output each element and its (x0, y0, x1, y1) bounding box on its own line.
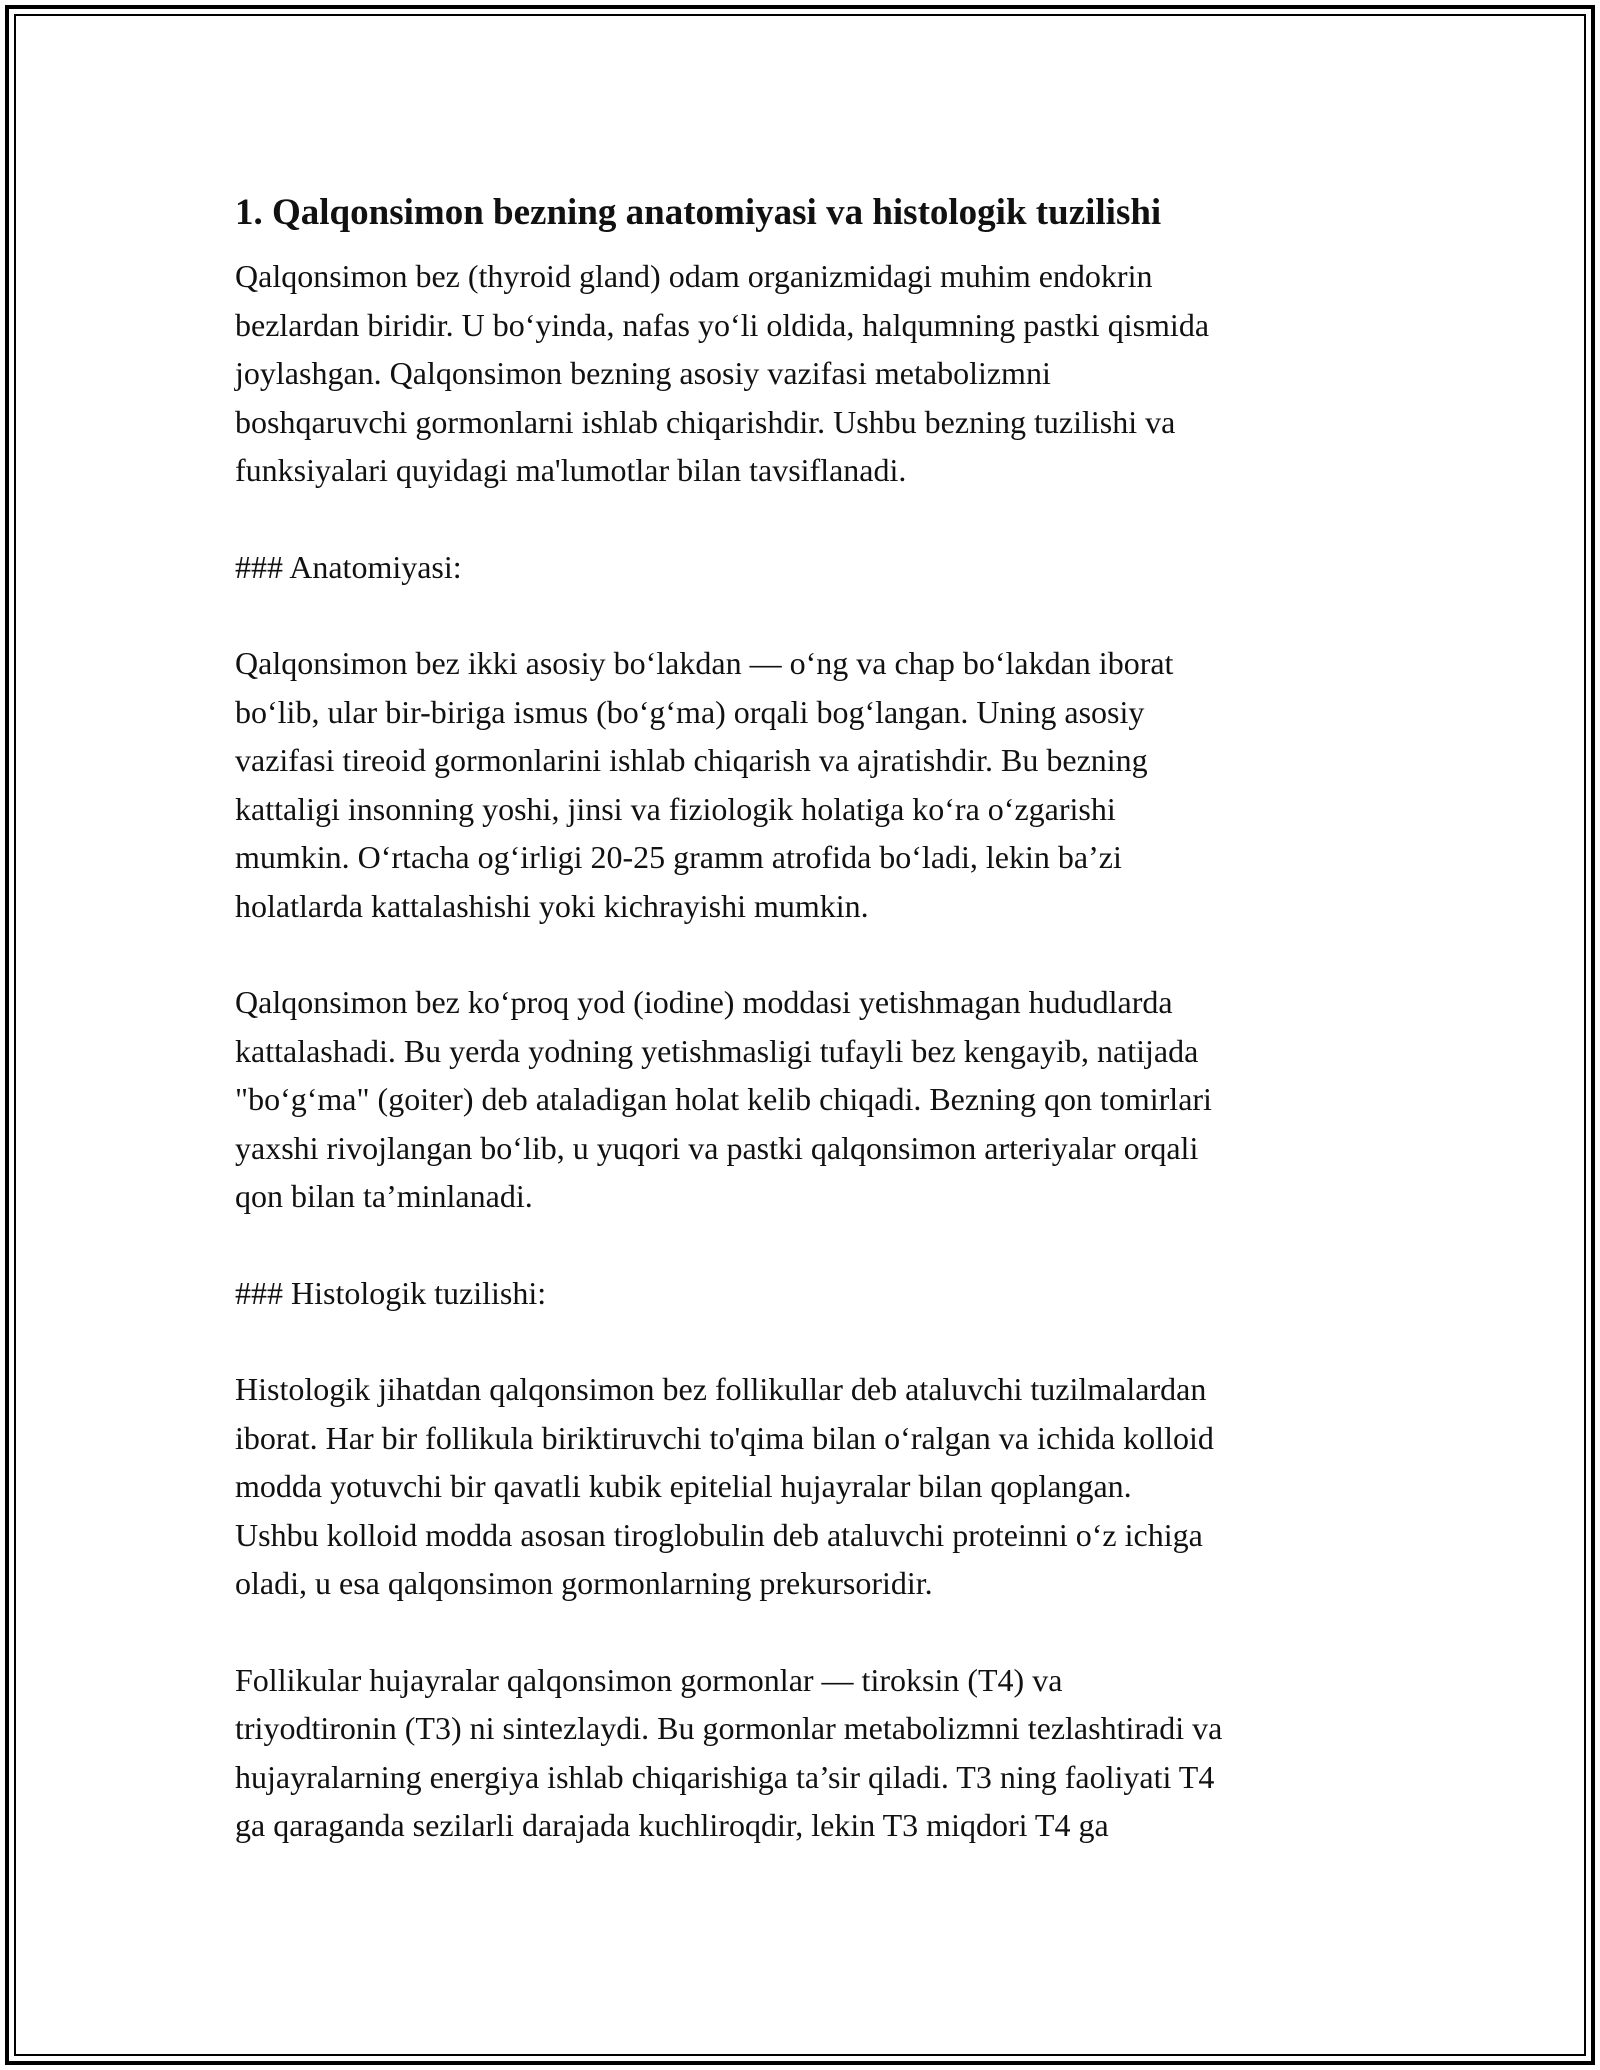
subheading-anatomy: ### Anatomiyasi: (235, 548, 462, 585)
paragraph-intro: Qalqonsimon bez (thyroid gland) odam organizmidagi muhim endokrin bezlardan biridir. U bo‘yinda, nafas yo‘li oldida, halqumning pastki qismida joylashgan. Qalqonsimon bezning asosiy vazifasi metabolizmni boshqaruvchi gormonlarni ishlab chiqarishdir. Ushbu bezning tuzilishi va funksiyalari quyidagi ma'lumotlar bilan tavsiflanadi. (235, 258, 1210, 488)
paragraph-anatomy-goiter: Qalqonsimon bez ko‘proq yod (iodine) moddasi yetishmagan hududlarda kattalashadi. Bu yerda yodning yetishmasligi tufayli bez kengayib, natijada "bo‘g‘ma" (goiter) deb ataladigan holat kelib chiqadi. Bezning qon tomirlari yaxshi rivojlangan bo‘lib, u yuqori va pastki qalqonsimon arteriyalar orqali qon bilan ta’minlanadi. (235, 984, 1212, 1214)
document-body (235, 188, 1375, 1850)
paragraph-histology-follicles: Histologik jihatdan qalqonsimon bez follikullar deb ataluvchi tuzilmalardan iborat. Har bir follikula biriktiruvchi to'qima bilan o‘ralgan va ichida kolloid modda yotuvchi bir qavatli kubik epitelial hujayralar bilan qoplangan. Ushbu kolloid modda asosan tiroglobulin deb ataluvchi proteinni o‘z ichiga oladi, u esa qalqonsimon gormonlarning prekursoridir. (235, 1371, 1214, 1601)
section-heading: 1. Qalqonsimon bezning anatomiyasi va histologik tuzilishi (235, 192, 1162, 233)
subheading-histology: ### Histologik tuzilishi: (235, 1274, 547, 1311)
paragraph-histology-hormones: Follikular hujayralar qalqonsimon gormonlar — tiroksin (T4) va triyodtironin (T3) ni sintezlaydi. Bu gormonlar metabolizmni tezlashtiradi va hujayralarning energiya ishlab chiqarishiga ta’sir qiladi. T3 ning faoliyati T4 ga qaraganda sezilarli darajada kuchliroqdir, lekin T3 miqdori T4 ga (235, 1661, 1223, 1843)
paragraph-anatomy-lobes: Qalqonsimon bez ikki asosiy bo‘lakdan — o‘ng va chap bo‘lakdan iborat bo‘lib, ular bir-biriga ismus (bo‘g‘ma) orqali bog‘langan. Uning asosiy vazifasi tireoid gormonlarini ishlab chiqarish va ajratishdir. Bu bezning kattaligi insonning yoshi, jinsi va fiziologik holatiga ko‘ra o‘zgarishi mumkin. O‘rtacha og‘irligi 20-25 gramm atrofida bo‘ladi, lekin ba’zi holatlarda kattalashishi yoki kichrayishi mumkin. (235, 645, 1174, 924)
